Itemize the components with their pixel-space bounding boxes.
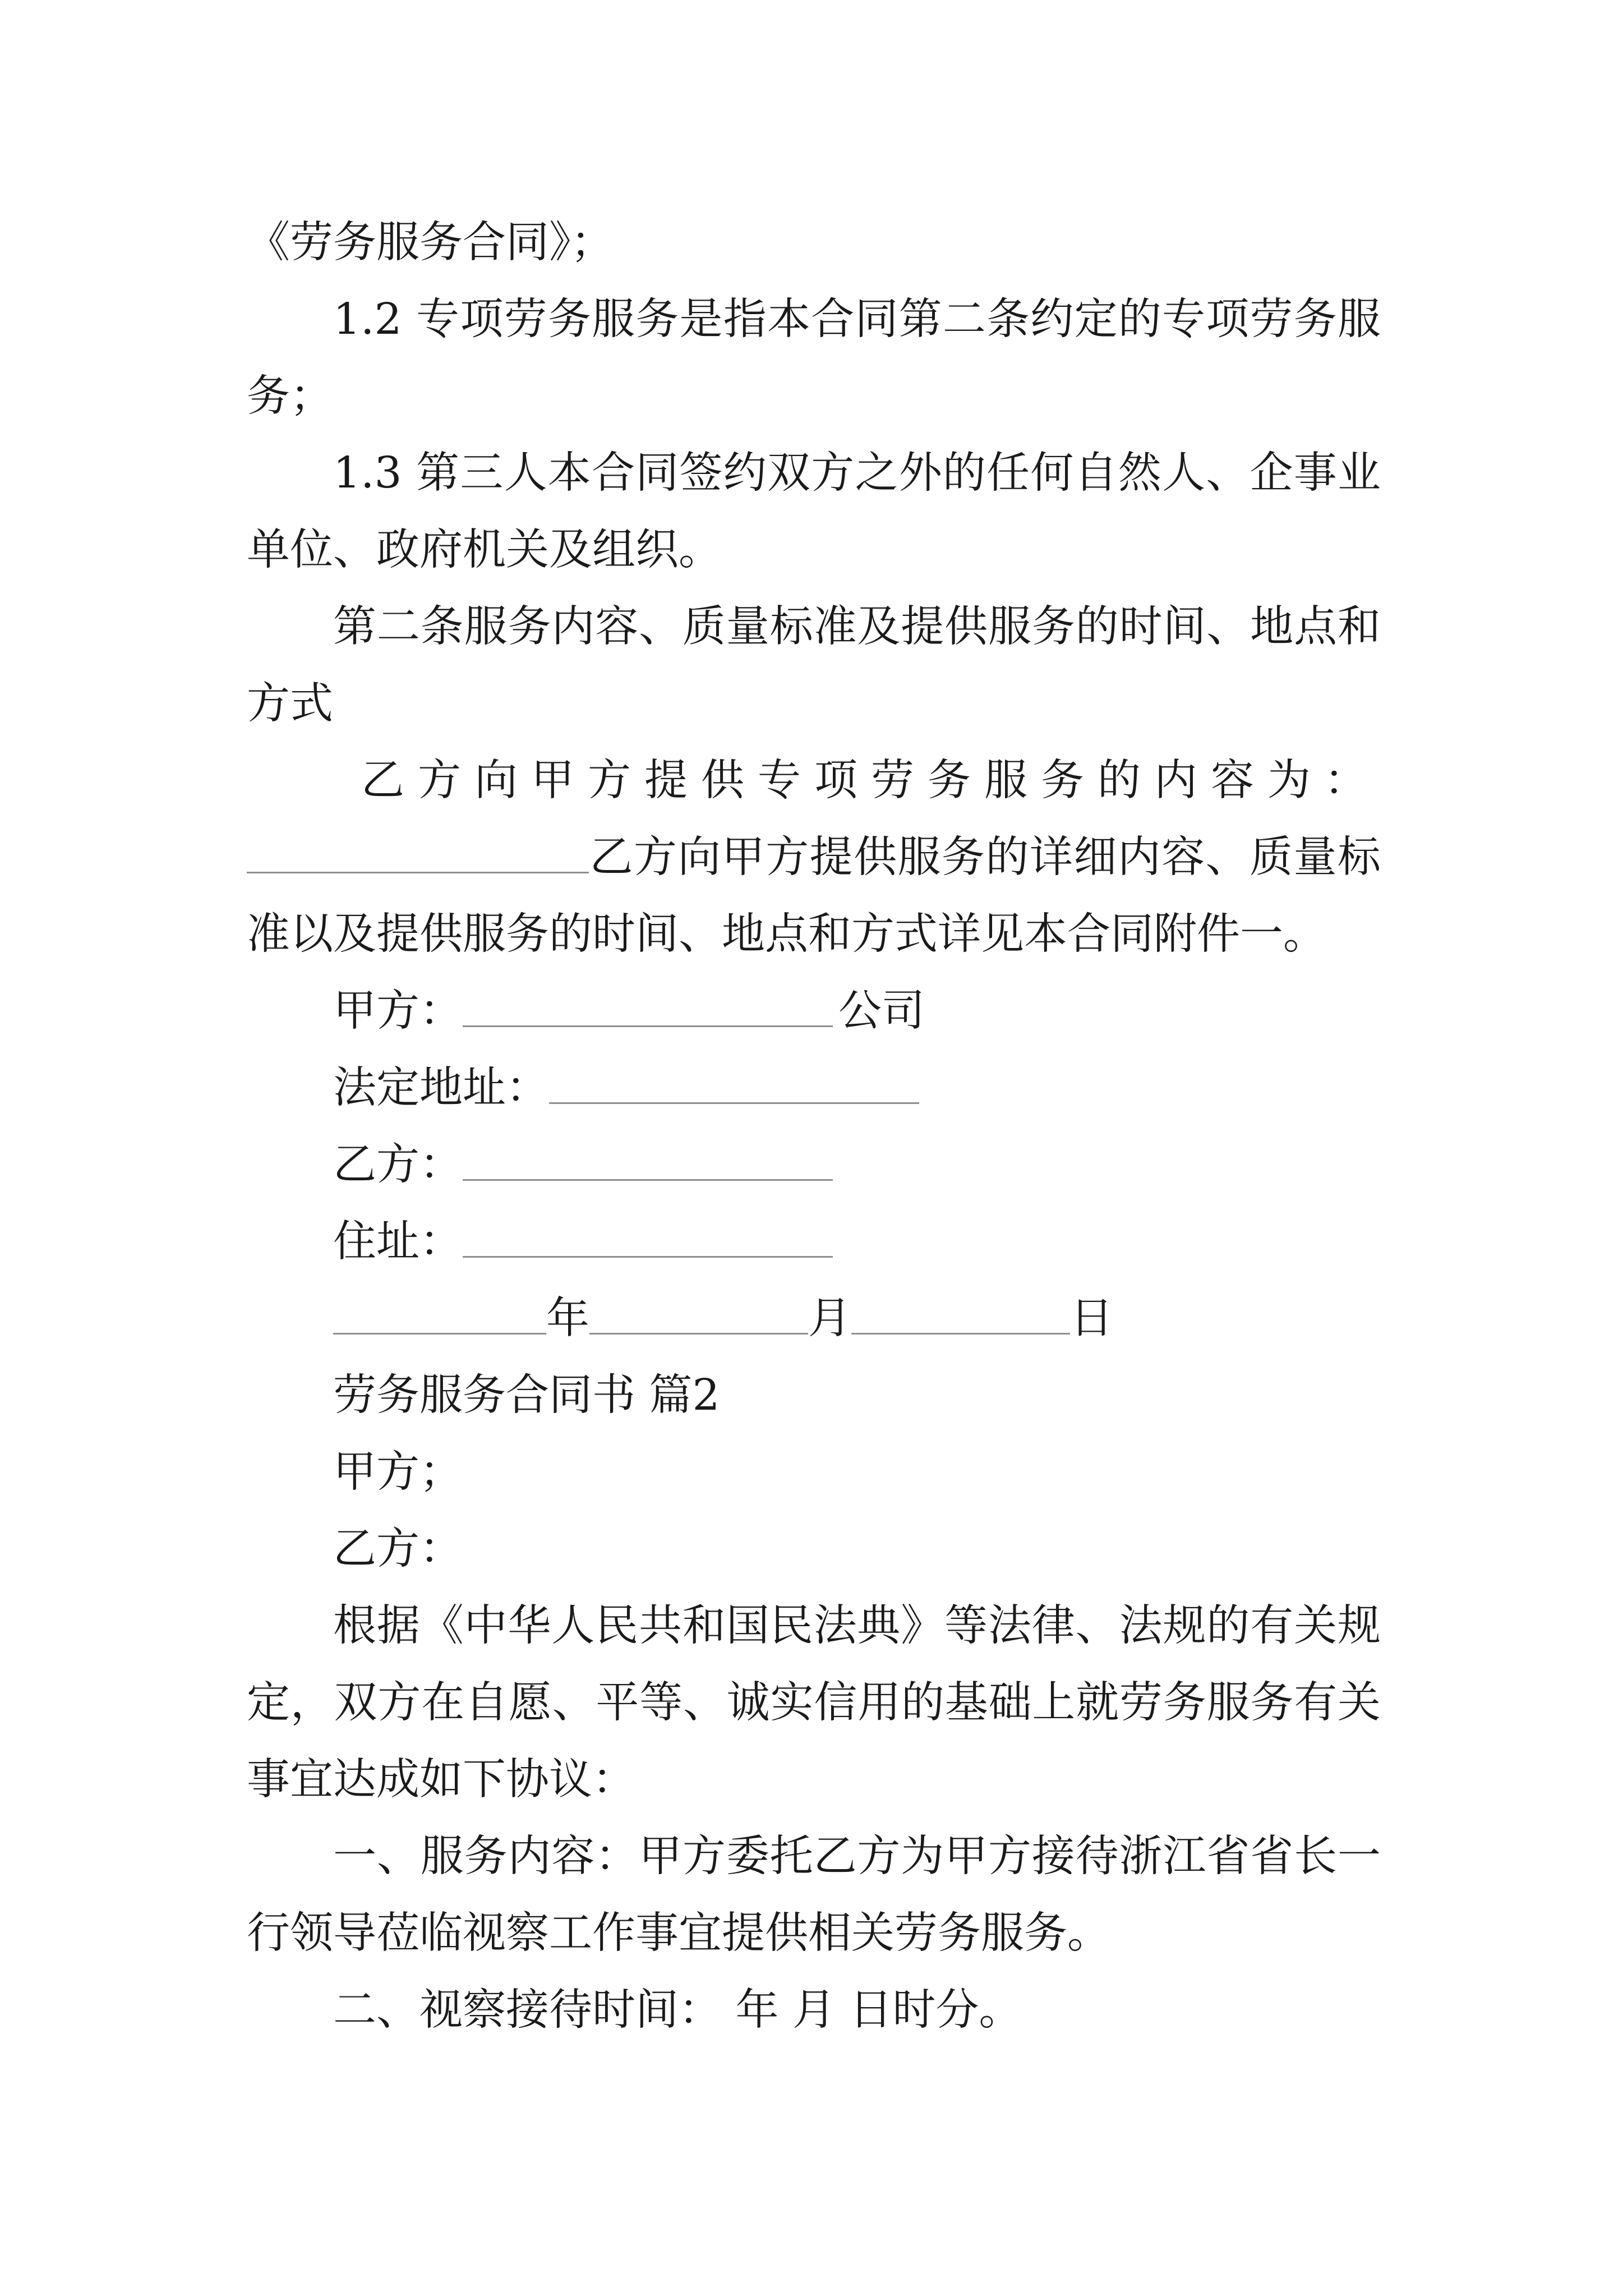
contract-2-party-b: 乙方：	[333, 1524, 463, 1574]
contract-2-clause-2: 二、视察接待时间： 年 月 日时分。	[333, 1985, 1022, 2035]
legal-address-label: 法定地址：	[333, 1063, 549, 1113]
legal-address-line	[247, 1050, 1381, 1126]
contract-2-clause-1-end: 行领导莅临视察工作事宜提供相关劳务服务。	[247, 1908, 1110, 1958]
definition-1-3: 1.3 第三人本合同签约双方之外的任何自然人、企事业	[333, 448, 1381, 498]
definition-1-2-end: 务；	[247, 371, 333, 421]
article-2-content-intro: 乙方向甲方提供专项劳务服务的内容为：	[361, 756, 1381, 806]
party-a-suffix: 公司	[838, 986, 925, 1036]
address-line	[247, 1203, 1381, 1280]
month-blank	[589, 1298, 808, 1335]
year-blank	[333, 1298, 546, 1335]
legal-address-blank	[549, 1068, 919, 1104]
article-2-detail-line	[247, 819, 1381, 896]
contract-2-preamble: 根据《中华人民共和国民法典》等法律、法规的有关规	[333, 1601, 1381, 1651]
day-blank	[851, 1298, 1070, 1335]
article-2-heading: 第二条服务内容、质量标准及提供服务的时间、地点和	[333, 602, 1381, 652]
article-2-detail-text: 乙方向甲方提供服务的详细内容、质量标	[589, 832, 1381, 882]
contract-2-preamble-end: 事宜达成如下协议：	[247, 1755, 635, 1805]
day-label: 日	[1070, 1294, 1113, 1343]
definition-1-1-end: 《劳务服务合同》；	[247, 218, 614, 268]
party-a-blank	[463, 991, 833, 1027]
contract-2-party-a: 甲方；	[333, 1447, 463, 1497]
definition-1-2: 1.2 专项劳务服务是指本合同第二条约定的专项劳务服	[333, 295, 1381, 344]
party-a-line	[247, 973, 1381, 1050]
address-blank	[463, 1221, 833, 1258]
document-page	[247, 204, 1381, 2049]
party-b-label: 乙方：	[333, 1140, 463, 1190]
contract-2-title: 劳务服务合同书 篇2	[333, 1370, 720, 1420]
party-a-label: 甲方：	[333, 986, 463, 1036]
fill-in-blank	[247, 837, 589, 873]
party-b-line	[247, 1126, 1381, 1203]
article-2-heading-end: 方式	[247, 679, 333, 729]
date-line	[247, 1280, 1381, 1357]
address-label: 住址：	[333, 1217, 463, 1267]
contract-2-clause-1: 一、服务内容：甲方委托乙方为甲方接待浙江省省长一	[333, 1832, 1381, 1881]
definition-1-3-end: 单位、政府机关及组织。	[247, 525, 722, 575]
party-b-blank	[463, 1144, 833, 1181]
article-2-detail-end: 准以及提供服务的时间、地点和方式详见本合同附件一。	[247, 909, 1326, 959]
contract-2-preamble-cont: 定，双方在自愿、平等、诚实信用的基础上就劳务服务有关	[247, 1678, 1381, 1728]
month-label: 月	[808, 1294, 851, 1343]
year-label: 年	[546, 1294, 589, 1343]
